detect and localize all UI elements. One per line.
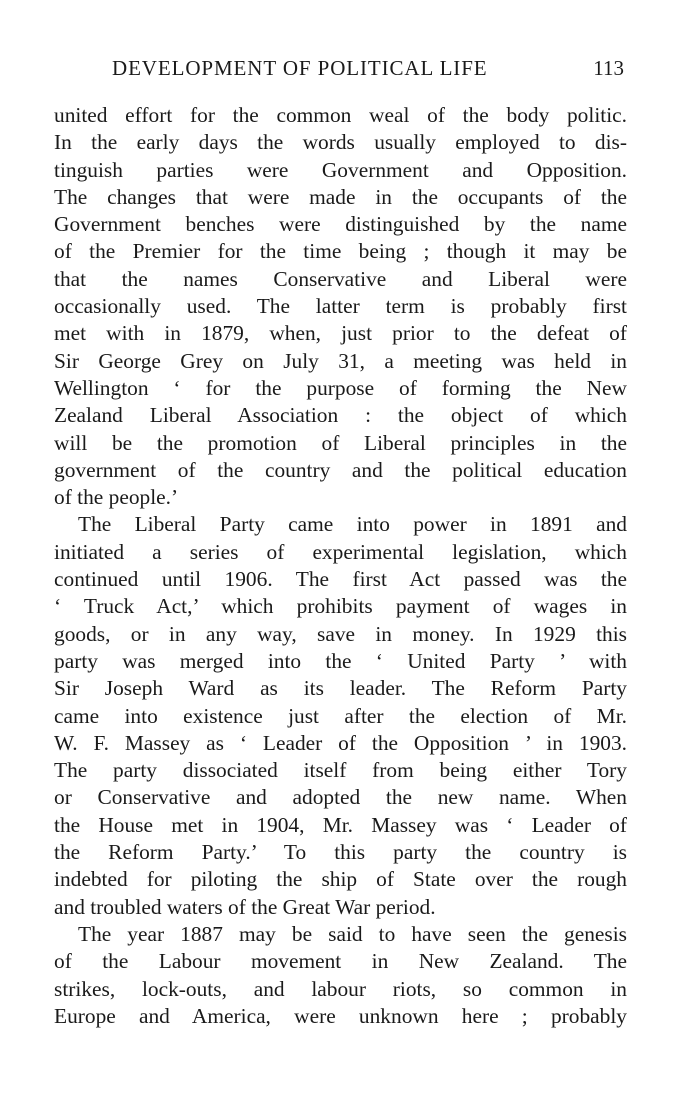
text-line: the House met in 1904, Mr. Massey was ‘ Leader of	[54, 812, 627, 837]
text-line: and troubled waters of the Great War period.	[54, 894, 436, 919]
paragraph	[54, 921, 627, 1030]
paragraph	[54, 102, 627, 511]
text-line: initiated a series of experimental legislation, which	[54, 539, 627, 564]
text-line: will be the promotion of Liberal principles in the	[54, 430, 627, 455]
text-line: of the people.’	[54, 485, 179, 510]
page-number: 113	[593, 56, 624, 80]
text-line: The Liberal Party came into power in 1891 and	[78, 512, 627, 537]
text-line: came into existence just after the election of Mr.	[54, 703, 627, 728]
text-line: that the names Conservative and Liberal were	[54, 266, 627, 291]
text-line: Zealand Liberal Association : the object of which	[54, 403, 627, 428]
text-line: Wellington ‘ for the purpose of forming the New	[54, 375, 627, 400]
text-line: of the Premier for the time being ; though it may be	[54, 239, 627, 264]
text-line: In the early days the words usually employed to dis-	[54, 130, 627, 155]
text-line: tinguish parties were Government and Opposition.	[54, 157, 627, 182]
text-line: Sir Joseph Ward as its leader. The Reform Party	[54, 676, 627, 701]
text-line: The party dissociated itself from being either Tory	[54, 758, 627, 783]
running-header	[112, 52, 624, 84]
text-line: strikes, lock-outs, and labour riots, so common in	[54, 976, 627, 1001]
running-title: DEVELOPMENT OF POLITICAL LIFE	[112, 56, 488, 80]
text-line: party was merged into the ‘ United Party ’ with	[54, 648, 627, 673]
text-line: Sir George Grey on July 31, a meeting was held in	[54, 348, 627, 373]
text-line: met with in 1879, when, just prior to the defeat of	[54, 321, 627, 346]
text-line: The changes that were made in the occupants of the	[54, 184, 627, 209]
text-line: goods, or in any way, save in money. In 1929 this	[54, 621, 627, 646]
text-line: The year 1887 may be said to have seen the genesis	[78, 921, 627, 946]
body-text	[54, 102, 627, 1030]
text-line: occasionally used. The latter term is probably first	[54, 294, 627, 319]
text-line: Europe and America, were unknown here ; probably	[54, 1003, 627, 1028]
text-line: Government benches were distinguished by the name	[54, 212, 627, 237]
text-line: united effort for the common weal of the body politic.	[54, 103, 627, 127]
text-line: continued until 1906. The first Act passed was the	[54, 567, 627, 592]
paragraph	[54, 511, 627, 920]
text-line: ‘ Truck Act,’ which prohibits payment of wages in	[54, 594, 627, 619]
text-line: of the Labour movement in New Zealand. The	[54, 949, 627, 974]
text-line: W. F. Massey as ‘ Leader of the Opposition ’ in 1903.	[54, 730, 627, 755]
text-line: government of the country and the political education	[54, 457, 627, 482]
text-line: the Reform Party.’ To this party the country is	[54, 840, 627, 865]
text-line: or Conservative and adopted the new name. When	[54, 785, 627, 810]
text-line: indebted for piloting the ship of State over the rough	[54, 867, 627, 892]
